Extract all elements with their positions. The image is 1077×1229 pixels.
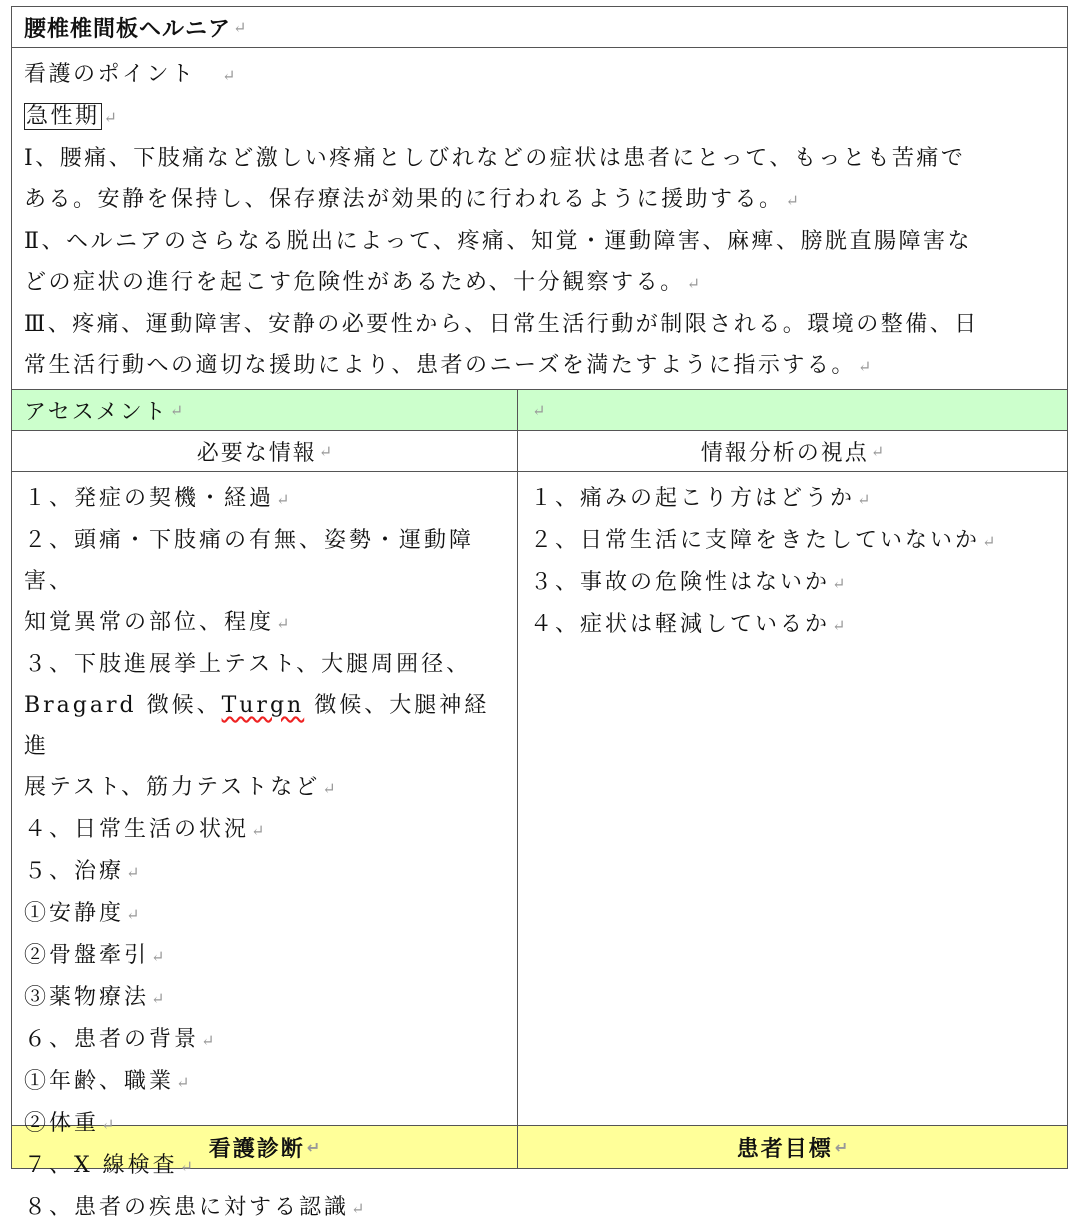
info-line bbox=[24, 478, 509, 520]
analysis-text: ３、事故の危険性はないか bbox=[530, 570, 831, 595]
info-text: ８、患者の疾患に対する認識 bbox=[24, 1195, 350, 1220]
nursing-diagnosis-label: 看護診断 bbox=[208, 1136, 305, 1162]
paragraph-mark: ↵ bbox=[857, 357, 872, 376]
point-item-line[interactable]: Ⅲ、疼痛、運動障害、安静の必要性から、日常生活行動が制限される。環境の整備、日 bbox=[24, 312, 979, 337]
point-item-text[interactable]: どの症状の進行を起こす危険性があるため、十分観察する。 bbox=[24, 270, 685, 295]
paragraph-mark: ↵ bbox=[532, 400, 546, 420]
points-heading-line bbox=[24, 54, 1061, 96]
assessment-right-cell[interactable] bbox=[518, 390, 1067, 430]
info-text: ①年齢、職業 bbox=[24, 1069, 175, 1094]
info-text: ５、治療 bbox=[24, 859, 125, 884]
column-header-left[interactable] bbox=[12, 431, 518, 471]
info-line bbox=[24, 767, 509, 809]
spellcheck-flagged-word[interactable]: Turgn bbox=[221, 693, 305, 718]
column-header-row bbox=[12, 431, 1067, 472]
paragraph-mark: ↵ bbox=[982, 532, 996, 551]
analysis-line bbox=[530, 562, 1059, 604]
paragraph-mark: ↵ bbox=[276, 614, 290, 633]
point-item-line bbox=[24, 179, 1061, 221]
paragraph-mark: ↵ bbox=[832, 616, 846, 635]
paragraph-mark: ↵ bbox=[169, 400, 184, 420]
info-line bbox=[24, 602, 509, 644]
points-heading[interactable]: 看護のポイント bbox=[24, 62, 221, 87]
paragraph-mark: ↵ bbox=[785, 191, 799, 210]
paragraph-mark: ↵ bbox=[834, 1137, 849, 1157]
paragraph-mark: ↵ bbox=[870, 441, 885, 461]
info-text: ７、X 線検査 bbox=[24, 1153, 178, 1178]
analysis-text: ４、症状は軽減しているか bbox=[530, 612, 831, 637]
info-line bbox=[24, 809, 509, 851]
paragraph-mark: ↵ bbox=[126, 905, 140, 924]
info-line bbox=[24, 1061, 509, 1103]
info-line bbox=[24, 893, 509, 935]
point-item-line[interactable]: Ⅱ、ヘルニアのさらなる脱出によって、疼痛、知覚・運動障害、麻痺、膀胱直腸障害な bbox=[24, 229, 973, 254]
assessment-row bbox=[12, 390, 1067, 431]
info-text: ①安静度 bbox=[24, 901, 125, 926]
info-text: ４、日常生活の状況 bbox=[24, 817, 250, 842]
phase-line bbox=[24, 96, 1061, 138]
phase-label[interactable]: 急性期 bbox=[26, 104, 100, 129]
info-line bbox=[24, 685, 509, 767]
info-text: 展テスト、筋力テストなど bbox=[24, 775, 321, 800]
analysis-text: ２、日常生活に支障をきたしていないか bbox=[530, 528, 981, 553]
title-row bbox=[12, 7, 1067, 48]
point-item-text[interactable]: 常生活行動への適切な援助により、患者のニーズを満たすように指示する。 bbox=[24, 353, 856, 378]
paragraph-mark: ↵ bbox=[151, 947, 165, 966]
page-title[interactable]: 腰椎椎間板ヘルニア bbox=[24, 16, 232, 42]
info-text: Bragard 徴候、 bbox=[24, 693, 222, 718]
paragraph-mark: ↵ bbox=[176, 1073, 190, 1092]
paragraph-mark: ↵ bbox=[201, 1031, 215, 1050]
column-header-right-label: 情報分析の視点 bbox=[700, 440, 869, 466]
analysis-line bbox=[530, 520, 1059, 562]
nursing-diagnosis-cell[interactable] bbox=[12, 1126, 518, 1168]
info-line bbox=[24, 1187, 509, 1229]
info-text: １、発症の契機・経過 bbox=[24, 486, 275, 511]
paragraph-mark: ↵ bbox=[276, 490, 290, 509]
analysis-line bbox=[530, 604, 1059, 646]
paragraph-mark: ↵ bbox=[857, 490, 871, 509]
info-line: ３、下肢進展挙上テスト、大腿周囲径、 bbox=[24, 652, 472, 677]
document-table bbox=[11, 6, 1068, 1220]
point-item-text[interactable]: ある。安静を保持し、保存療法が効果的に行われるように援助する。 bbox=[24, 187, 784, 212]
column-header-left-label: 必要な情報 bbox=[196, 440, 317, 466]
assessment-label: アセスメント bbox=[24, 399, 168, 425]
paragraph-mark: ↵ bbox=[222, 66, 236, 85]
info-line bbox=[24, 1019, 509, 1061]
info-line bbox=[24, 851, 509, 893]
paragraph-mark: ↵ bbox=[306, 1137, 321, 1157]
paragraph-mark: ↵ bbox=[101, 1115, 115, 1134]
info-text: ②骨盤牽引 bbox=[24, 943, 150, 968]
info-line bbox=[24, 977, 509, 1019]
point-item-line bbox=[24, 262, 1061, 304]
info-line: ２、頭痛・下肢痛の有無、姿勢・運動障害、 bbox=[24, 528, 475, 594]
nursing-points-section bbox=[12, 48, 1067, 390]
paragraph-mark: ↵ bbox=[103, 108, 117, 127]
paragraph-mark: ↵ bbox=[151, 989, 165, 1008]
paragraph-mark: ↵ bbox=[832, 574, 846, 593]
paragraph-mark: ↵ bbox=[251, 821, 265, 840]
paragraph-mark: ↵ bbox=[318, 441, 333, 461]
paragraph-mark: ↵ bbox=[179, 1157, 194, 1176]
paragraph-mark: ↵ bbox=[233, 17, 247, 37]
patient-goal-label: 患者目標 bbox=[736, 1136, 833, 1162]
patient-goal-cell[interactable] bbox=[518, 1126, 1067, 1168]
paragraph-mark: ↵ bbox=[351, 1199, 365, 1218]
analysis-line bbox=[530, 478, 1059, 520]
analysis-viewpoint-cell[interactable] bbox=[518, 472, 1067, 1125]
paragraph-mark: ↵ bbox=[126, 863, 140, 882]
analysis-text: １、痛みの起こり方はどうか bbox=[530, 486, 856, 511]
info-text: 知覚異常の部位、程度 bbox=[24, 610, 275, 635]
diagnosis-row bbox=[12, 1126, 1067, 1168]
info-text: ③薬物療法 bbox=[24, 985, 150, 1010]
paragraph-mark: ↵ bbox=[322, 779, 336, 798]
point-item-line[interactable]: Ⅰ、腰痛、下肢痛など激しい疼痛としびれなどの症状は患者にとって、もっとも苦痛で bbox=[24, 146, 966, 171]
column-header-right[interactable] bbox=[518, 431, 1067, 471]
point-item-line bbox=[24, 345, 1061, 387]
paragraph-mark: ↵ bbox=[686, 274, 701, 293]
info-line bbox=[24, 935, 509, 977]
info-text: 徴候、大腿神経進 bbox=[24, 693, 490, 759]
info-text: ６、患者の背景 bbox=[24, 1027, 200, 1052]
info-text: ②体重 bbox=[24, 1111, 100, 1136]
assessment-cell[interactable] bbox=[12, 390, 518, 430]
